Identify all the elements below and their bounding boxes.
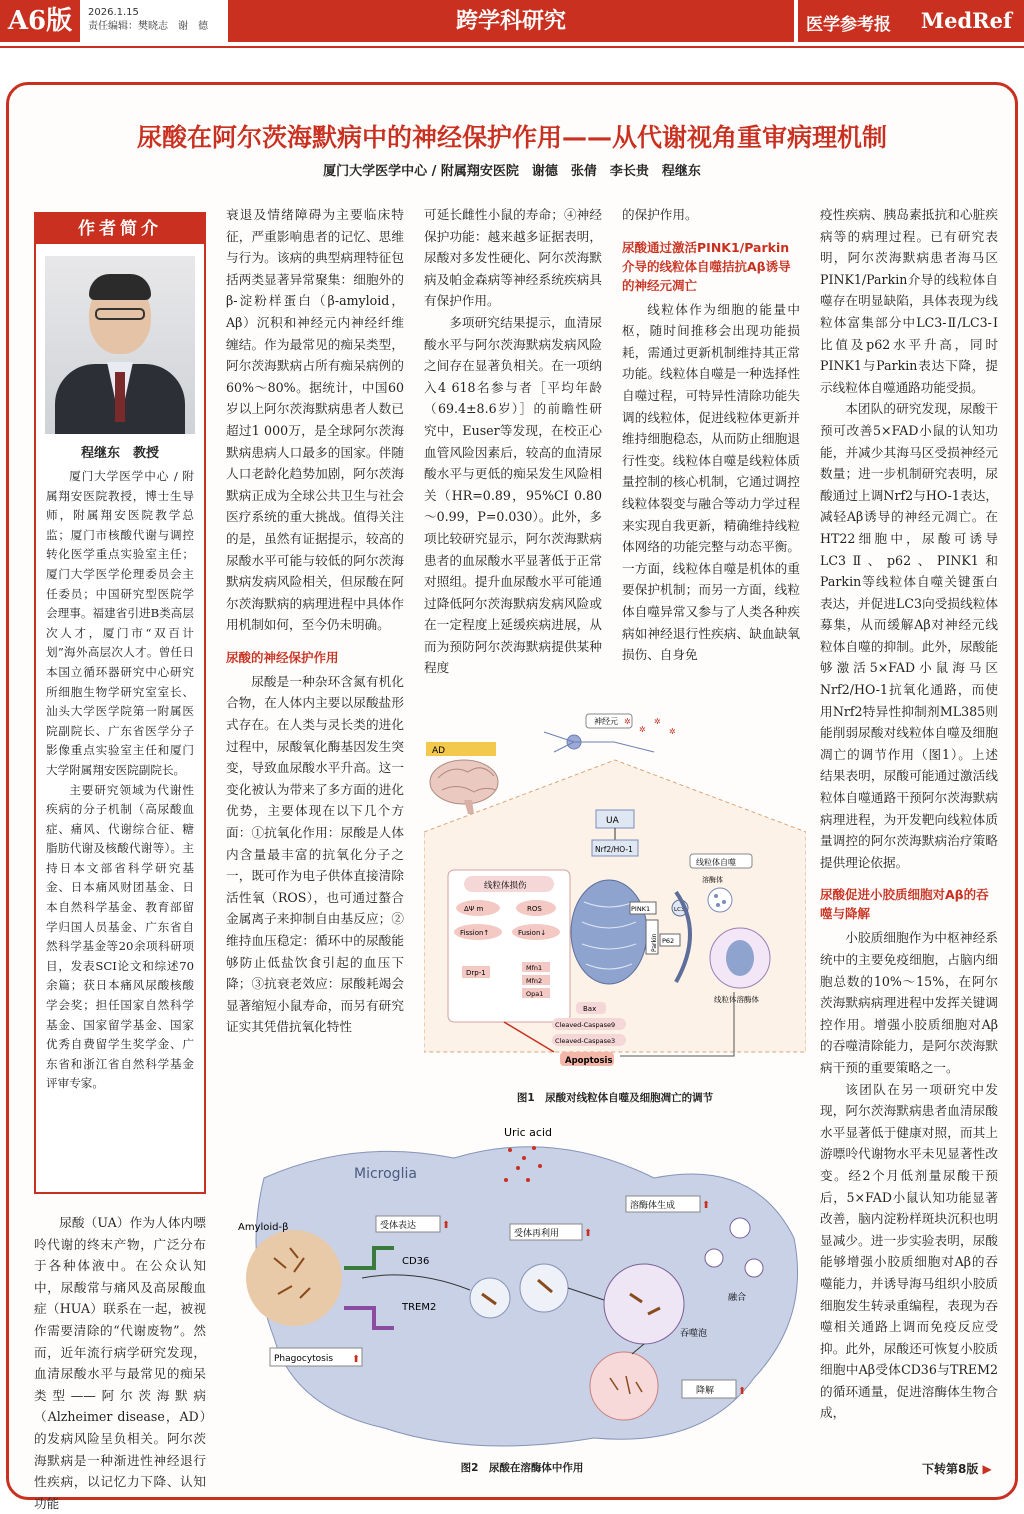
trem2-label: TREM2: [402, 1302, 437, 1313]
phagocytosis-up-arrow: ⬆: [352, 1354, 361, 1365]
mito-damage-label: 线粒体损伤: [484, 881, 527, 891]
svg-text:✲: ✲: [654, 717, 661, 726]
phagosome-label: 吞噬泡: [680, 1329, 708, 1339]
paragraph: 本团队的研究发现，尿酸干预可改善5×FAD小鼠的认知功能，并减少其海马区受损神经元数量；进一步机制研究表明，尿酸通过上调Nrf2与HO-1表达，减轻Aβ诱导的神经元凋亡。在HT22细胞中，尿酸可诱导LC3Ⅱ、p62、PINK1和Parkin等线粒体自噬关键蛋白表达，并促进LC3向受损线粒体募集，从而缓解Aβ对神经元线粒体自噬的抑制。此外，尿酸能够激活5×FAD小鼠海马区Nrf2/HO-1抗氧化通路，而使用Nrf2特异性抑制剂ML385则能削弱尿酸对线粒体自噬及细胞凋亡的调节作用（图1）。上述结果表明，尿酸可能通过激活线粒体自噬通路干预阿尔茨海默病病理进程，为开发靶向线粒体质量调控的阿尔茨海默病治疗策略提供理论依据。: [820, 401, 998, 870]
phagocytosis-label: Phagocytosis: [274, 1354, 334, 1364]
mfn1-label: Mfn1: [526, 964, 543, 972]
paragraph: 的保护作用。: [622, 207, 698, 222]
paragraph: 小胶质细胞作为中枢神经系统中的主要免疫细胞，占脑内细胞总数的10%～15%，在阿尔茨海默病病理进程中发挥关键调控作用。增强小胶质细胞对Aβ的吞噬清除能力，是阿尔茨海默病干预的重要策略之一。: [820, 930, 998, 1075]
neuron-label: 神经元: [594, 717, 618, 726]
continued-note: [922, 1460, 992, 1477]
author-name: 程继东 教授: [80, 446, 159, 461]
author-bio: [36, 467, 204, 1094]
issue-date: 2026.1.15: [88, 7, 139, 18]
parkin-label: Parkin: [651, 933, 658, 952]
p62-label: P62: [662, 937, 675, 945]
paragraph: 衰退及情绪障碍为主要临床特征，严重影响患者的记忆、思维与行为。该病的典型病理特征包括两类显著异常聚集：细胞外的β-淀粉样蛋白（β-amyloid，Aβ）沉积和神经元内神经纤维缠结。作为最常见的痴呆类型，阿尔茨海默病占所有痴呆病例的60%～80%。据统计，中国60岁以上阿尔茨海默病患者人数已超过1 000万，是全球阿尔茨海默病患病人口最多的国家。伴随人口老龄化趋势加剧，阿尔茨海默病正成为全球公共卫生与社会医疗系统的重大挑战。值得关注的是，虽然有证据提示，较高的尿酸水平可能与较低的阿尔茨海默病发病风险相关，但尿酸在阿尔茨海默病的病理进程中具体作用机制如何，至今仍未明确。: [226, 207, 404, 633]
mfn2-label: Mfn2: [526, 977, 543, 985]
author-bio-text: 厦门大学医学中心 / 附属翔安医院教授，博士生导师，附属翔安医院教学总监；厦门市核酸代谢与调控转化医学重点实验室主任；厦门大学医学伦理委员会主任委员；中国研究型医院学会理事。福建省引进B类高层次人才，厦门市“双百计划”海外高层次人才。曾任日本国立循环器研究中心研究所细胞生物学研究室室长、汕头大学医学院第一附属医院副院长、广东省医学分子影像重点实验室主任和厦门大学附属翔安医院副院长。: [46, 469, 194, 777]
degradation-up-arrow: ⬆: [738, 1386, 747, 1397]
brand: [798, 0, 1024, 42]
paragraph: 疫性疾病、胰岛素抵抗和心脏疾病等的病理过程。已有研究表明，阿尔茨海默病患者海马区PINK1/Parkin介导的线粒体自噬存在明显缺陷，具体表现为线粒体富集部分中LC3-Ⅱ/LC3-Ⅰ比值及p62水平升高，同时PINK1与Parkin表达下降，提示线粒体自噬通路功能受损。: [820, 207, 998, 395]
svg-text:✲: ✲: [669, 727, 676, 736]
ua-label: UA: [606, 816, 619, 826]
pink1-label: PINK1: [631, 905, 651, 913]
casp3-label: Cleaved-Caspase3: [555, 1037, 616, 1045]
author-research-text: 主要研究领域为代谢性疾病的分子机制（高尿酸血症、痛风、代谢综合征、糖脂肪代谢及核酸代谢等）。主持日本文部省科学研究基金、日本痛风财团基金、日本自然科学基金、教育部留学归国人员基金、广东省自然科学基金等20余项科研项目，发表SCI论文和综述70余篇；获日本痛风尿酸核酸学会奖；担任国家自然科学基金、国家留学基金、国家优秀自费留学生奖学金、广东省和浙江省自然科学基金评审专家。: [46, 782, 194, 1091]
author-photo: [45, 256, 195, 434]
editors: 责任编辑：樊晓志 谢 德: [88, 21, 208, 32]
endosome-2: [520, 1264, 568, 1312]
amyloid-cluster: [246, 1230, 342, 1326]
fusion-label: Fusion↓: [518, 929, 547, 937]
uric-acid-label: Uric acid: [504, 1126, 553, 1139]
microglia-label: Microglia: [354, 1166, 417, 1182]
figure-1-caption: 图1 尿酸对线粒体自噬及细胞凋亡的调节: [516, 1092, 714, 1104]
column-2: [226, 204, 404, 1038]
figure-1-diagram: [424, 712, 806, 1082]
arrow-right-icon: ▶: [982, 1462, 992, 1476]
section-heading: 尿酸促进小胶质细胞对Aβ的吞噬与降解: [820, 887, 989, 922]
fission-label: Fission↑: [460, 929, 490, 937]
paragraph: 多项研究结果提示，血清尿酸水平与阿尔茨海默病发病风险之间存在显著负相关。在一项纳入4 618名参与者［平均年龄（69.4±8.6岁）］的前瞻性研究中，Euser等发现，在校正心血管风险因素后，较高的血清尿酸水平与更低的痴呆发生风险相关（HR=0.89，95%CI 0.80～0.99，P=0.030）。此外，多项比较研究显示，阿尔茨海默病患者的血尿酸水平显著低于正常对照组。提升血尿酸水平可能通过降低阿尔茨海默病发病风险或在一定程度上延缓疾病进展，从而为预防阿尔茨海默病提供某种程度: [424, 314, 602, 676]
ros-label: ROS: [527, 905, 542, 913]
figure-2-diagram: [234, 1118, 810, 1458]
issue-info: [88, 6, 208, 34]
amyloid-label: Amyloid-β: [238, 1222, 289, 1233]
receptor-up-arrow: ⬆: [442, 1220, 451, 1231]
section-title: 跨学科研究: [228, 0, 794, 42]
mitophagy-label: 线粒体自噬: [696, 858, 736, 867]
degradation-label: 降解: [696, 1386, 715, 1396]
casp9-label: Cleaved-Caspase9: [555, 1021, 616, 1029]
author-profile-heading: 作者简介: [36, 214, 204, 244]
svg-text:✲: ✲: [624, 717, 631, 726]
svg-text:✲: ✲: [639, 725, 646, 734]
dpsi-label: ΔΨ m: [464, 905, 484, 913]
biogenesis-up-arrow: ⬆: [702, 1200, 711, 1211]
mito-damage-box: [448, 870, 570, 1022]
ad-label: AD: [432, 746, 446, 756]
brand-en: MedRef: [920, 8, 1012, 33]
recycle-up-arrow: ⬆: [584, 1228, 593, 1239]
nrf2-label: Nrf2/HO-1: [595, 845, 633, 854]
brain-icon: [430, 760, 498, 814]
column-5: [820, 204, 998, 1424]
opa1-label: Opa1: [526, 990, 544, 998]
figure-2-caption: 图2 尿酸在溶酶体中作用: [460, 1462, 584, 1474]
fusion-label: 融合: [728, 1293, 747, 1303]
continued-text: 下转第8版: [922, 1462, 979, 1476]
paragraph: 可延长雌性小鼠的寿命；④神经保护功能：越来越多证据表明，尿酸对多发性硬化、阿尔茨海默病及帕金森病等神经系统疾病具有保护作用。: [424, 207, 602, 309]
neuron-icon: [544, 732, 654, 752]
page-number: A6版: [0, 0, 80, 42]
page-header: [0, 0, 1024, 44]
receptor-recycle-label: 受体再利用: [514, 1229, 560, 1239]
column-4: [622, 204, 800, 666]
paragraph: 尿酸是一种杂环含氮有机化合物，在人体内主要以尿酸盐形式存在。在人类与灵长类的进化过程中，尿酸氧化酶基因发生突变，导致血尿酸水平升高。这一变化被认为带来了多方面的进化优势，主要体现在以下几个方面：①抗氧化作用：尿酸是人体内含量最丰富的抗氧化分子之一，既可作为电子供体直接清除活性氧（ROS），也可通过螯合金属离子来抑制自由基反应；②维持血压稳定：循环中的尿酸能够防止低盐饮食引起的血压下降；③抗衰老效应：尿酸耗竭会显著缩短小鼠寿命，而另有研究证实其凭借抗氧化特性: [226, 673, 404, 1035]
column-3: [424, 204, 602, 679]
author-profile: [34, 212, 206, 1194]
mitochondrion-icon: [571, 880, 647, 984]
phagosome-icon: [604, 1264, 684, 1344]
cd36-label: CD36: [402, 1256, 430, 1267]
lc3-label: LC3: [674, 907, 685, 913]
section-heading: 尿酸通过激活PINK1/Parkin介导的线粒体自噬拮抗Aβ诱导的神经元凋亡: [622, 239, 791, 293]
section-heading: 尿酸的神经保护作用: [226, 649, 339, 665]
receptor-expression-label: 受体表达: [380, 1221, 417, 1231]
paragraph: 尿酸（UA）作为人体内嘌呤代谢的终末产物，广泛分布于各种体液中。在公众认知中，尿酸常与痛风及高尿酸血症（HUA）联系在一起，被视作需要清除的“代谢废物”。然而，近年流行病学研究发现，血清尿酸水平与最常见的痴呆类型——阿尔茨海默病（Alzheimer disease，AD）的发病风险呈负相关。阿尔茨海默病是一种渐进性神经退行性疾病，以记忆力下降、认知功能: [34, 1215, 206, 1511]
article-title: 尿酸在阿尔茨海默病中的神经保护作用——从代谢视角重审病理机制: [136, 123, 887, 152]
bax-label: Bax: [583, 1005, 597, 1013]
brand-cn: 医学参考报: [806, 15, 891, 35]
drp1-label: Drp-1: [466, 969, 486, 977]
article-byline: 厦门大学医学中心 / 附属翔安医院 谢德 张倩 李长贵 程继东: [323, 164, 701, 179]
paragraph: 线粒体作为细胞的能量中枢，随时间推移会出现功能损耗，需通过更新机制维持其正常功能。线粒体自噬是一种选择性自噬过程，可特异性清除功能失调的线粒体，促进线粒体更新并维持细胞稳态，从而防止细胞退行性变。线粒体自噬是线粒体质量控制的核心机制，它通过调控线粒体裂变与融合等动力学过程来实现自我更新，精确维持线粒体网络的功能完整与动态平衡。一方面，线粒体自噬是机体的重要保护机制；而另一方面，线粒体自噬异常又参与了人类各种疾病如神经退行性疾病、缺血缺氧损伤、自身免: [622, 301, 800, 663]
autolysosome-label: 线粒体溶酶体: [714, 995, 759, 1004]
paragraph: 该团队在另一项研究中发现，阿尔茨海默病患者血清尿酸水平显著低于健康对照，而其上游嘌呤代谢物水平未见显著性改变。经2个月低剂量尿酸干预后，5×FAD小鼠认知功能显著改善，脑内淀粉样斑块沉积也明显减少。进一步实验表明，尿酸能够增强小胶质细胞对Aβ的吞噬能力，并诱导海马组织小胶质细胞发生转录重编程，表现为吞噬相关通路上调而免疫反应受抑。此外，尿酸还可恢复小胶质细胞中Aβ受体CD36与TREM2的循环通量，促进溶酶体生物合成，: [820, 1081, 998, 1421]
apoptosis-label: Apoptosis: [565, 1056, 613, 1066]
header-rule: [0, 46, 1024, 48]
lysosome-label: 溶酶体: [702, 876, 723, 884]
degradation-icon: [590, 1352, 658, 1420]
column-1: [34, 1212, 206, 1514]
lysosome-biogenesis-label: 溶酶体生成: [630, 1201, 676, 1211]
